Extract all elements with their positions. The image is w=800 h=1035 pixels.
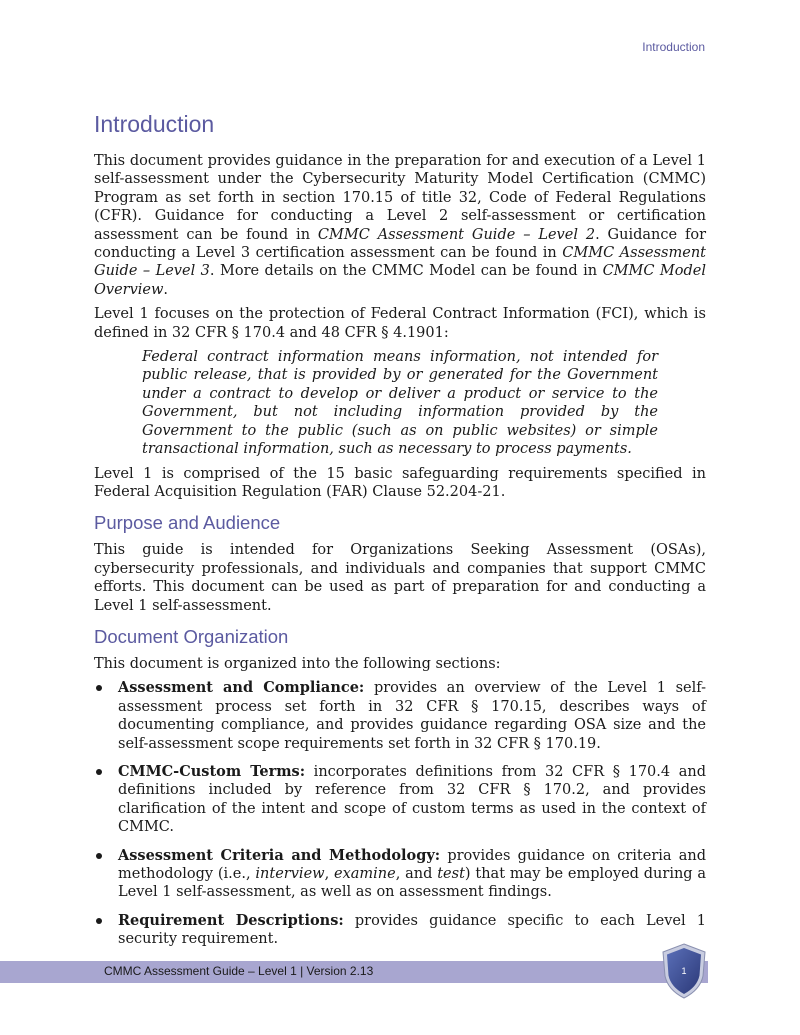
ref-model-overview: CMMC Model Overview <box>94 263 706 298</box>
ref-level-2-guide: CMMC Assessment Guide – Level 2 <box>317 226 596 243</box>
method-interview: interview <box>255 866 325 882</box>
list-item <box>94 912 706 949</box>
list-item-term: Assessment and Compliance: <box>118 679 365 697</box>
list-item-term: Requirement Descriptions: <box>118 911 344 929</box>
page-number: 1 <box>681 966 687 976</box>
list-item-text: ) that may be employed during a Level 1 self-assessment, as well as on assessment findings. <box>118 866 707 901</box>
list-item-text: provides guidance specific to each Level 1 security requirement. <box>118 912 706 948</box>
purpose-heading: Purpose and Audience <box>94 512 281 534</box>
page-content <box>94 108 706 959</box>
intro-paragraph-3: Level 1 is comprised of the 15 basic safeguarding requirements specified in Federal Acquisition Regulation (FAR) Clause 52.204-21. <box>94 465 706 500</box>
intro-paragraph-2: Level 1 focuses on the protection of Federal Contract Information (FCI), which is defined in 32 CFR § 170.4 and 48 CFR § 4.1901: <box>94 306 706 341</box>
intro-paragraph-1 <box>94 152 706 299</box>
organization-heading: Document Organization <box>94 625 289 647</box>
list-item-separator: , <box>324 866 334 882</box>
list-item-term: Assessment Criteria and Methodology: <box>118 846 441 864</box>
list-item-text: provides an overview of the Level 1 self-assessment process set forth in 32 CFR § 170.15, describes ways of documenting compliance, and provides guidance regarding OSA size and the self-assessment scope requirements set forth in 32 CFR § 170.19. <box>118 680 706 752</box>
page-title: Introduction <box>94 111 215 137</box>
method-examine: examine <box>334 866 396 882</box>
running-head: Introduction <box>642 40 705 54</box>
fci-definition-quote: Federal contract information means information, not intended for public release, that is provided by or generated for the Government under a contract to develop or deliver a product or service to the Government, but not including information provided by the Government to the public (such as on public websites) or simple transactional information, such as necessary to process payments. <box>142 349 658 458</box>
intro-text-c: . More details on the CMMC Model can be found in <box>209 263 603 280</box>
list-item <box>94 847 706 902</box>
list-item-text: incorporates definitions from 32 CFR § 170.4 and definitions included by reference from 32 CFR § 170.2, and provides clarification of the intent and scope of custom terms as used in the context of CMMC. <box>118 763 706 836</box>
list-item-separator: , and <box>395 866 438 882</box>
organization-lead: This document is organized into the following sections: <box>94 655 501 672</box>
section-list <box>94 679 706 948</box>
list-item <box>94 679 706 753</box>
intro-text-b: . Guidance for conducting a Level 3 certification assessment can be found in <box>94 226 706 262</box>
footer-text: CMMC Assessment Guide – Level 1 | Version 2.13 <box>104 964 374 978</box>
list-item <box>94 763 706 837</box>
ref-level-3-guide: CMMC Assessment Guide – Level 3 <box>94 245 706 280</box>
intro-text-a: This document provides guidance in the preparation for and execution of a Level 1 self-assessment under the Cybersecurity Maturity Model Certification (CMMC) Program as set forth in section 170.15 of title 32, Code of Federal Regulations (CFR). Guidance for conducting a Level 2 self-assessment or certification assessment can be found in <box>94 153 706 243</box>
list-item-term: CMMC-Custom Terms: <box>118 762 306 780</box>
list-item-text: provides guidance on criteria and methodology (i.e., <box>118 847 707 882</box>
purpose-paragraph: This guide is intended for Organizations Seeking Assessment (OSAs), cybersecurity professionals, and individuals and companies that support CMMC efforts. This document can be used as part of preparation for and conducting a Level 1 self-assessment. <box>94 542 706 614</box>
intro-text-d: . <box>163 281 169 298</box>
method-test: test <box>437 866 465 882</box>
